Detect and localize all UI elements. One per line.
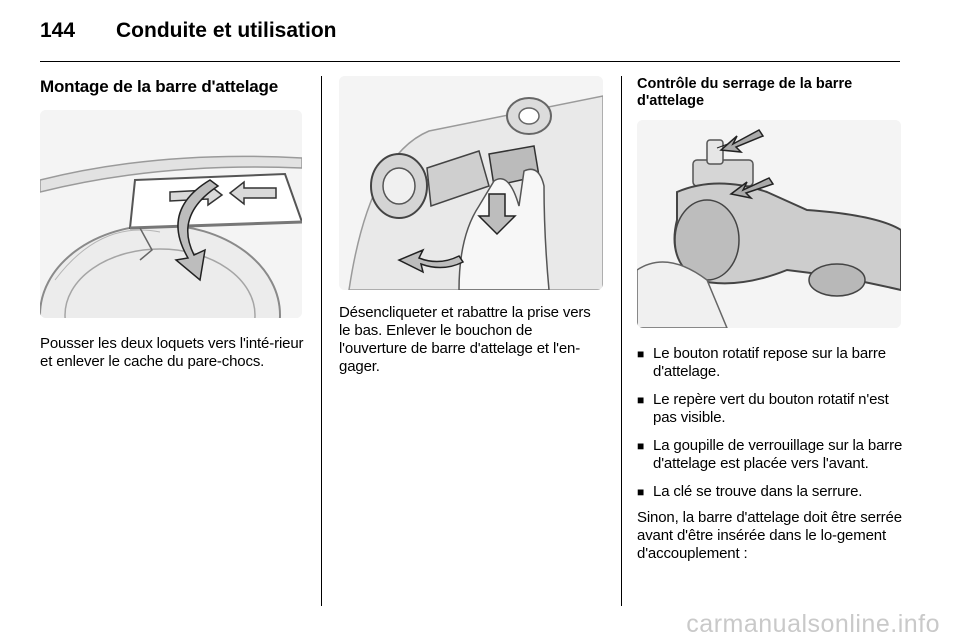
bullet-square-icon: ■ [637, 347, 645, 361]
section-title: Montage de la barre d'attelage [40, 77, 278, 96]
list-item: ■ La goupille de verrouillage sur la barre d'attelage est placée vers l'avant. [637, 437, 903, 472]
column-3 [637, 76, 903, 563]
subsection-title: Contrôle du serrage de la barre d'attelage [637, 76, 853, 109]
illustration-bumper-cover [40, 110, 302, 318]
bullet-square-icon: ■ [637, 485, 645, 499]
column-1 [40, 76, 305, 371]
list-item: ■ Le bouton rotatif repose sur la barre d'attelage. [637, 345, 886, 380]
header-divider [40, 61, 900, 62]
socket-drawing [339, 76, 603, 290]
illustration-tow-bar-check [637, 120, 901, 328]
page-header [40, 19, 337, 47]
watermark: carmanualsonline.info [686, 610, 940, 638]
bullet-square-icon: ■ [637, 393, 645, 407]
instruction-text: Pousser les deux loquets vers l'inté-rieur et enlever le cache du pare-chocs. [40, 335, 304, 370]
column-2 [339, 76, 604, 376]
illustration-socket [339, 76, 603, 290]
list-item: ■ Le repère vert du bouton rotatif n'est pas visible. [637, 391, 889, 426]
closing-text: Sinon, la barre d'attelage doit être serrée avant d'être insérée dans le lo-gement d'accouplement : [637, 509, 902, 562]
instruction-text: Désencliqueter et rabattre la prise vers le bas. Enlever le bouchon de l'ouverture de barre d'attelage et l'en-gager. [339, 304, 591, 375]
list-item: ■ La clé se trouve dans la serrure. [637, 483, 863, 500]
page-number: 144 [40, 19, 76, 42]
tow-bar-drawing [637, 120, 901, 328]
page-title: Conduite et utilisation [116, 19, 337, 42]
bullet-square-icon: ■ [637, 439, 645, 453]
bumper-cover-drawing [40, 110, 302, 318]
column-divider-2 [621, 76, 622, 606]
column-divider-1 [321, 76, 322, 606]
check-list [637, 345, 903, 501]
